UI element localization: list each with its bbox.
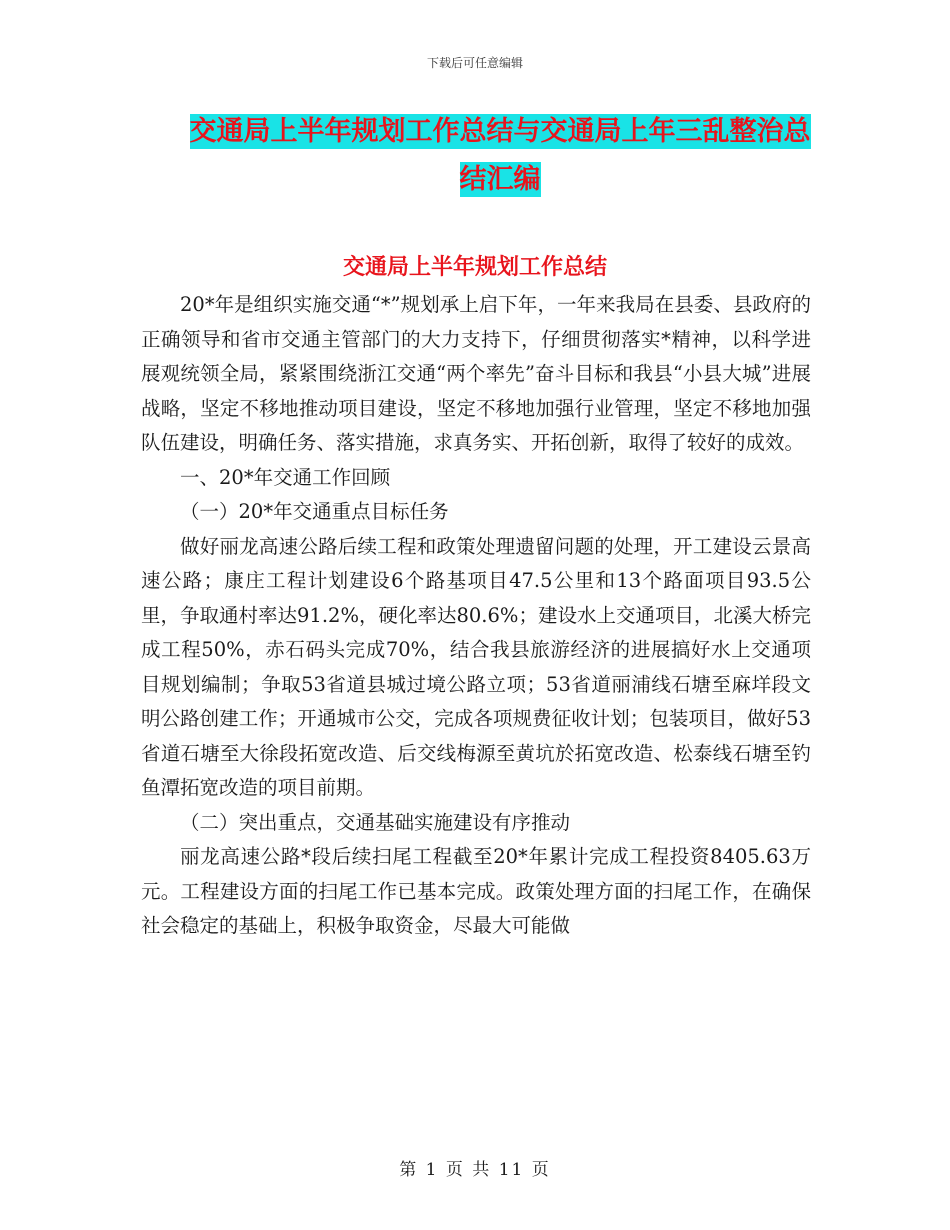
page-number: 第 1 页 共 11 页 [399, 1160, 551, 1180]
title-line-1: 交通局上半年规划工作总结与交通局上年三乱整治总 [189, 116, 811, 147]
title-line-2: 结汇编 [459, 164, 541, 195]
subheading-infrastructure: （二）突出重点，交通基础实施建设有序推动 [180, 810, 571, 834]
body-text [141, 288, 811, 944]
paragraph-infrastructure: 丽龙高速公路*段后续扫尾工程截至20*年累计完成工程投资8405.63万元。工程建设方面的扫尾工作已基本完成。政策处理方面的扫尾工作，在确保社会稳定的基础上，积极争取资金，尽最大可能做 [141, 845, 811, 937]
document-title [130, 108, 870, 204]
paragraph-intro: 20*年是组织实施交通“*”规划承上启下年，一年来我局在县委、县政府的正确领导和省市交通主管部门的大力支持下，仔细贯彻落实*精神，以科学进展观统领全局，紧紧围绕浙江交通“两个率先”奋斗目标和我县“小县大城”进展战略，坚定不移地推动项目建设，坚定不移地加强行业管理，坚定不移地加强队伍建设，明确任务、落实措施，求真务实、开拓创新，取得了较好的成效。 [141, 293, 811, 454]
heading-review: 一、20*年交通工作回顾 [180, 465, 391, 489]
subheading-key-tasks: （一）20*年交通重点目标任务 [180, 500, 449, 523]
header-note: 下载后可任意编辑 [426, 56, 523, 70]
section-title: 交通局上半年规划工作总结 [342, 254, 607, 280]
paragraph-key-tasks: 做好丽龙高速公路后续工程和政策处理遗留问题的处理，开工建设云景高速公路；康庄工程计划建设6个路基项目47.5公里和13个路面项目93.5公里，争取通村率达91.2%，硬化率达80.6%；建设水上交通项目，北溪大桥完成工程50%，赤石码头完成70%，结合我县旅游经济的进展搞好水上交通项目规划编制；争取53省道县城过境公路立项；53省道丽浦线石塘至麻垟段文明公路创建工作；开通城市公交，完成各项规费征收计划；包装项目，做好53省道石塘至大徐段拓宽改造、后交线梅源至黄坑於拓宽改造、松泰线石塘至钓鱼潭拓宽改造的项目前期。 [141, 534, 811, 799]
